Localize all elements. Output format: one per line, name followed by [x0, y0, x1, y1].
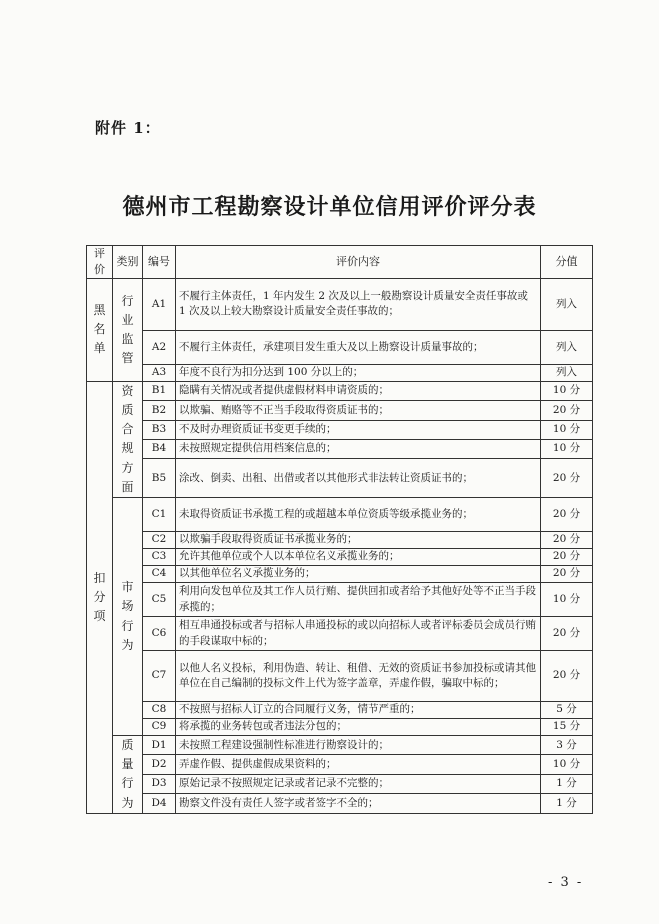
row-code: D2 — [143, 755, 176, 774]
row-content: 将承揽的业务转包或者违法分包的； — [176, 719, 541, 736]
row-content: 涂改、倒卖、出租、出借或者以其他形式非法转让资质证书的； — [176, 459, 541, 498]
table-row — [87, 498, 593, 532]
header-evaluation: 评价 — [87, 246, 113, 279]
row-score: 10 分 — [541, 583, 593, 617]
row-code: C3 — [143, 549, 176, 566]
row-score: 20 分 — [541, 651, 593, 702]
table-row — [87, 364, 593, 381]
row-content: 未按照工程建设强制性标准进行勘察设计的； — [176, 736, 541, 755]
attachment-label: 附件 1： — [95, 119, 161, 137]
row-content: 不履行主体责任，承建项目发生重大及以上勘察设计质量事故的； — [176, 330, 541, 364]
header-content: 评价内容 — [176, 246, 541, 279]
row-content: 以其他单位名义承揽业务的； — [176, 566, 541, 583]
row-code: C7 — [143, 651, 176, 702]
row-code: C6 — [143, 617, 176, 651]
row-score: 20 分 — [541, 498, 593, 532]
row-score: 10 分 — [541, 755, 593, 774]
row-code: C9 — [143, 719, 176, 736]
row-content: 未按照规定提供信用档案信息的； — [176, 439, 541, 458]
header-code: 编号 — [143, 246, 176, 279]
row-score: 列入 — [541, 278, 593, 330]
row-score: 20 分 — [541, 401, 593, 420]
row-score: 20 分 — [541, 459, 593, 498]
row-code: A2 — [143, 330, 176, 364]
table-row — [87, 774, 593, 793]
row-content: 勘察文件没有责任人签字或者签字不全的； — [176, 794, 541, 813]
table-row — [87, 330, 593, 364]
table-row — [87, 617, 593, 651]
row-code: D3 — [143, 774, 176, 793]
table-row — [87, 566, 593, 583]
table-row — [87, 439, 593, 458]
group-deduction: 扣 分 项 — [87, 381, 113, 813]
row-score: 10 分 — [541, 439, 593, 458]
row-score: 列入 — [541, 364, 593, 381]
row-content: 相互串通投标或者与招标人串通投标的或以向招标人或者评标委员会成员行贿的手段谋取中标的； — [176, 617, 541, 651]
row-code: C2 — [143, 532, 176, 549]
row-content: 不及时办理资质证书变更手续的； — [176, 420, 541, 439]
row-score: 20 分 — [541, 617, 593, 651]
row-code: C8 — [143, 702, 176, 719]
page-number: - 3 - — [548, 875, 584, 890]
row-score: 10 分 — [541, 381, 593, 400]
header-category: 类别 — [113, 246, 143, 279]
row-code: B3 — [143, 420, 176, 439]
table-row — [87, 651, 593, 702]
table-row — [87, 401, 593, 420]
table-row — [87, 420, 593, 439]
row-code: D4 — [143, 794, 176, 813]
row-content: 隐瞒有关情况或者提供虚假材料申请资质的； — [176, 381, 541, 400]
category-quality: 质量 行为 — [113, 736, 143, 814]
row-score: 3 分 — [541, 736, 593, 755]
page-title: 德州市工程勘察设计单位信用评价评分表 — [122, 194, 537, 220]
row-code: B4 — [143, 439, 176, 458]
table-header-row — [87, 246, 593, 279]
row-content: 以欺骗、贿赂等不正当手段取得资质证书的； — [176, 401, 541, 420]
row-code: C1 — [143, 498, 176, 532]
table-row — [87, 532, 593, 549]
table-row — [87, 459, 593, 498]
table-row — [87, 736, 593, 755]
row-content: 利用向发包单位及其工作人员行贿、提供回扣或者给予其他好处等不正当手段承揽的； — [176, 583, 541, 617]
category-industry: 行 业 监 管 — [113, 278, 143, 381]
table-row — [87, 583, 593, 617]
credit-score-table — [86, 245, 593, 814]
table-row — [87, 549, 593, 566]
table-row — [87, 755, 593, 774]
table-row — [87, 794, 593, 813]
row-code: C4 — [143, 566, 176, 583]
group-blacklist: 黑 名 单 — [87, 278, 113, 381]
row-content: 不履行主体责任，1 年内发生 2 次及以上一般勘察设计质量安全责任事故或 1 次及以上较大勘察设计质量安全责任事故的； — [176, 278, 541, 330]
row-content: 弄虚作假、提供虚假成果资料的； — [176, 755, 541, 774]
category-qualification: 资 质 合 规 方 面 — [113, 381, 143, 497]
row-code: B5 — [143, 459, 176, 498]
table-row — [87, 702, 593, 719]
row-score: 列入 — [541, 330, 593, 364]
row-content: 年度不良行为扣分达到 100 分以上的； — [176, 364, 541, 381]
header-score: 分值 — [541, 246, 593, 279]
row-score: 10 分 — [541, 420, 593, 439]
row-score: 20 分 — [541, 549, 593, 566]
row-score: 20 分 — [541, 532, 593, 549]
row-content: 原始记录不按照规定记录或者记录不完整的； — [176, 774, 541, 793]
row-code: B2 — [143, 401, 176, 420]
table-row — [87, 278, 593, 330]
row-score: 5 分 — [541, 702, 593, 719]
row-content: 不按照与招标人订立的合同履行义务，情节严重的； — [176, 702, 541, 719]
row-score: 20 分 — [541, 566, 593, 583]
row-code: D1 — [143, 736, 176, 755]
row-content: 允许其他单位或个人以本单位名义承揽业务的； — [176, 549, 541, 566]
row-score: 1 分 — [541, 774, 593, 793]
row-code: C5 — [143, 583, 176, 617]
row-code: A3 — [143, 364, 176, 381]
row-score: 1 分 — [541, 794, 593, 813]
row-score: 15 分 — [541, 719, 593, 736]
row-code: A1 — [143, 278, 176, 330]
row-content: 以欺骗手段取得资质证书承揽业务的； — [176, 532, 541, 549]
row-content: 未取得资质证书承揽工程的或超越本单位资质等级承揽业务的； — [176, 498, 541, 532]
category-market: 市 场 行 为 — [113, 498, 143, 736]
row-code: B1 — [143, 381, 176, 400]
row-content: 以他人名义投标，利用伪造、转让、租借、无效的资质证书参加投标或请其他单位在自己编制的投标文件上代为签字盖章，弄虚作假，骗取中标的； — [176, 651, 541, 702]
table-row — [87, 719, 593, 736]
table-row — [87, 381, 593, 400]
